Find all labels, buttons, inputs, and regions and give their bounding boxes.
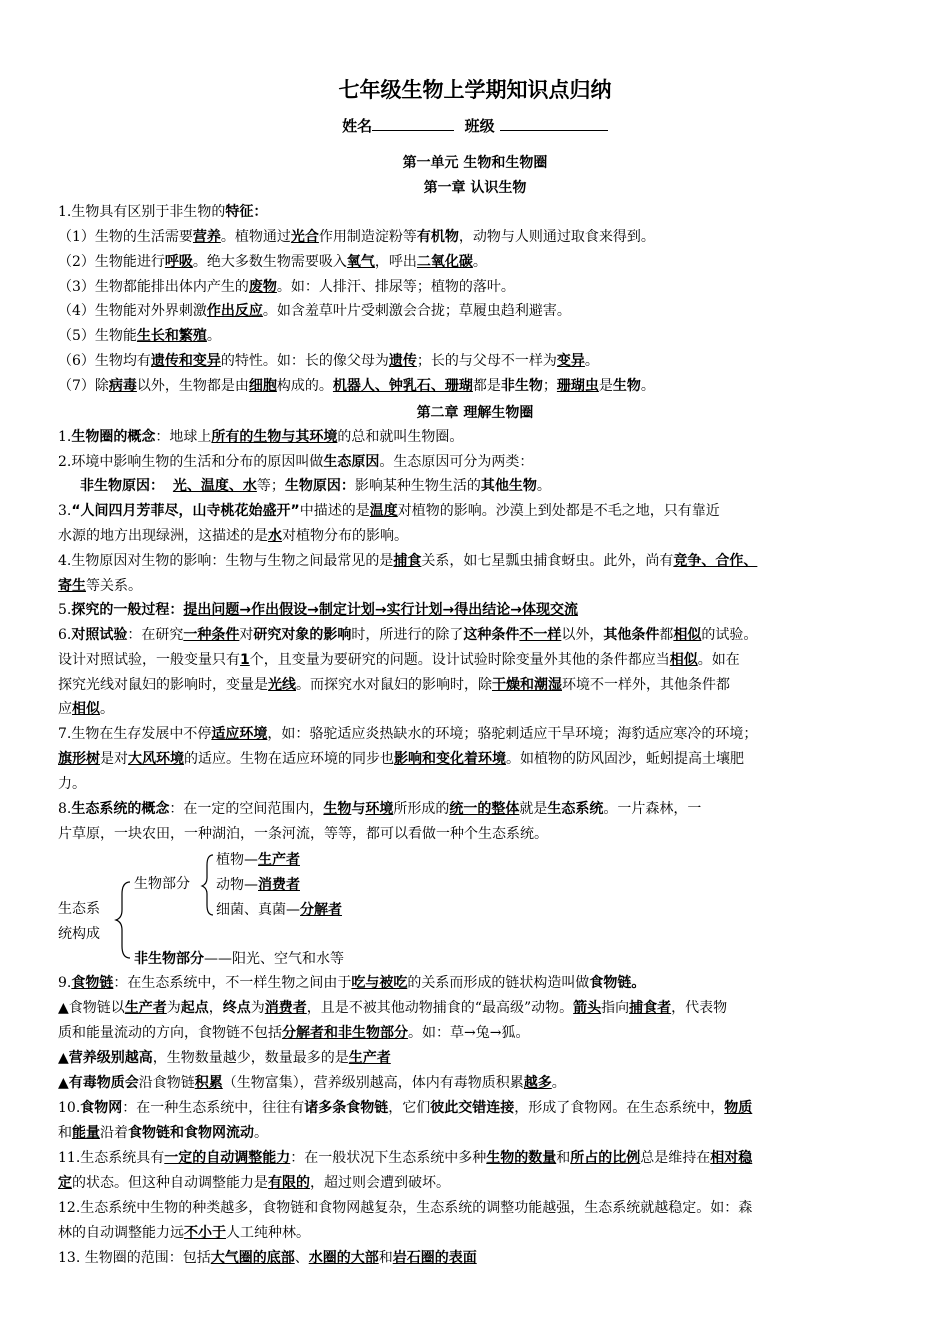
ch2-para-12-cont: 林的自动调整能力远不小于人工纯种林。 [58, 1225, 310, 1241]
ch2-para-8-cont: 片草原，一块农田，一种湖泊，一条河流，等等，都可以看做一种个生态系统。 [58, 826, 548, 842]
unit-heading: 第一单元 生物和生物圈 [402, 155, 548, 171]
ch2-para-3: 3.“人间四月芳菲尽，山寺桃花始盛开”中描述的是温度对植物的影响。沙漠上到处都是不毛之地，只有靠近 [58, 503, 720, 519]
diagram-plants: 植物—生产者 [216, 852, 300, 868]
ch2-para-2-factors: 非生物原因： 光、温度、水等；生物原因：影响某种生物生活的其他生物。 [80, 478, 551, 494]
ch2-para-13: 13. 生物圈的范围：包括大气圈的底部、水圈的大部和岩石圈的表面 [58, 1250, 477, 1266]
ch2-para-9-note3: ▲有毒物质会沿食物链积累（生物富集），营养级别越高，体内有毒物质积累越多。 [58, 1075, 566, 1091]
name-class-line [0, 115, 950, 136]
ch2-para-10-cont: 和能量沿着食物链和食物网流动。 [58, 1125, 268, 1141]
chapter1-heading: 第一章 认识生物 [423, 180, 527, 196]
ch2-para-2: 2.环境中影响生物的生活和分布的原因叫做生态原因。生态原因可分为两类： [58, 454, 534, 470]
class-blank[interactable] [500, 116, 608, 131]
diagram-outer-brace [114, 880, 134, 960]
ch1-item-3: （3）生物都能排出体内产生的废物。如：人排汗、排尿等；植物的落叶。 [58, 279, 515, 295]
ch2-para-7-cont1: 旗形树是对大风环境的适应。生物在适应环境的同步也影响和变化着环境。如植物的防风固沙，蚯蚓提高土壤肥 [58, 751, 744, 767]
ch1-item-2: （2）生物能进行呼吸。绝大多数生物需要吸入氧气，呼出二氧化碳。 [58, 254, 487, 270]
ch2-para-8: 8.生态系统的概念：在一定的空间范围内，生物与环境所形成的统一的整体就是生态系统。一片森林，一 [58, 801, 702, 817]
ch2-para-6-cont3: 应相似。 [58, 701, 114, 717]
ch2-para-5: 5.探究的一般过程：提出问题→作出假设→制定计划→实行计划→得出结论→体现交流 [58, 602, 579, 618]
ch2-para-11-cont: 定的状态。但这种自动调整能力是有限的，超过则会遭到破坏。 [58, 1175, 450, 1191]
ch1-item-1: （1）生物的生活需要营养。植物通过光合作用制造淀粉等有机物，动物与人则通过取食来得到。 [58, 229, 655, 245]
ch2-para-4-cont: 寄生等关系。 [58, 578, 142, 594]
diagram-inner-brace [200, 853, 216, 917]
ch1-item-5: （5）生物能生长和繁殖。 [58, 328, 221, 344]
ch2-para-9-note1-cont: 质和能量流动的方向，食物链不包括分解者和非生物部分。如：草→兔→狐。 [58, 1025, 530, 1041]
ch2-para-6-cont1: 设计对照试验，一般变量只有1个，且变量为要研究的问题。设计试验时除变量外其他的条件都应当相似。如在 [58, 652, 740, 668]
ch1-item-6: （6）生物均有遗传和变异的特性。如：长的像父母为遗传；长的与父母不一样为变异。 [58, 353, 599, 369]
chapter2-heading: 第二章 理解生物圈 [416, 405, 534, 421]
ch2-para-7: 7.生物在生存发展中不停适应环境，如：骆驼适应炎热缺水的环境；骆驼刺适应干旱环境；海豹适应寒冷的环境； [58, 726, 758, 742]
ch2-para-3-cont: 水源的地方出现绿洲，这描述的是水对植物分布的影响。 [58, 528, 408, 544]
diagram-living-part: 生物部分 [134, 876, 190, 892]
diagram-microbes: 细菌、真菌—分解者 [216, 902, 342, 918]
ch2-para-12: 12.生态系统中生物的种类越多，食物链和食物网越复杂，生态系统的调整功能越强，生态系统就越稳定。如：森 [58, 1200, 753, 1216]
document-title: 七年级生物上学期知识点归纳 [338, 78, 612, 102]
diagram-animals: 动物—消费者 [216, 877, 300, 893]
ch2-para-4: 4.生物原因对生物的影响：生物与生物之间最常见的是捕食关系，如七星瓢虫捕食蚜虫。此外，尚有竞争、合作、 [58, 553, 758, 569]
name-blank[interactable] [372, 116, 454, 131]
ch2-para-6-cont2: 探究光线对鼠妇的影响时，变量是光线。而探究水对鼠妇的影响时，除干燥和潮湿环境不一样外，其他条件都 [58, 677, 730, 693]
ch2-para-11: 11.生态系统具有一定的自动调整能力：在一般状况下生态系统中多种生物的数量和所占的比例总是维持在相对稳 [58, 1150, 753, 1166]
ch2-para-6: 6.对照试验：在研究一种条件对研究对象的影响时，所进行的除了这种条件不一样以外，其他条件都相似的试验。 [58, 627, 758, 643]
ch2-para-9: 9.食物链：在生态系统中，不一样生物之间由于吃与被吃的关系而形成的链状构造叫做食物链。 [58, 975, 646, 991]
diagram-root-line2: 统构成 [58, 926, 100, 942]
ch1-item-7: （7）除病毒以外，生物都是由细胞构成的。机器人、钟乳石、珊瑚都是非生物；珊瑚虫是生物。 [58, 378, 655, 394]
ch2-para-1: 1.生物圈的概念：地球上所有的生物与其环境的总和就叫生物圈。 [58, 429, 464, 445]
ch1-intro: 1.生物具有区别于非生物的特征： [58, 204, 268, 220]
diagram-nonliving-part: 非生物部分——阳光、空气和水等 [134, 951, 344, 967]
ch2-para-9-note1: ▲食物链以生产者为起点，终点为消费者，且是不被其他动物捕食的“最高级”动物。箭头指向捕食者，代表物 [58, 1000, 728, 1016]
class-label: 班级 [464, 117, 495, 135]
name-label: 姓名 [342, 117, 373, 135]
diagram-root-line1: 生态系 [58, 901, 100, 917]
ch2-para-7-cont2: 力。 [58, 776, 86, 792]
ch2-para-10: 10.食物网：在一种生态系统中，往往有诸多条食物链，它们彼此交错连接，形成了食物网。在生态系统中，物质 [58, 1100, 753, 1116]
ch1-item-4: （4）生物能对外界刺激作出反应。如含羞草叶片受刺激会合拢；草履虫趋利避害。 [58, 303, 571, 319]
ch2-para-9-note2: ▲营养级别越高，生物数量越少，数量最多的是生产者 [58, 1050, 391, 1066]
